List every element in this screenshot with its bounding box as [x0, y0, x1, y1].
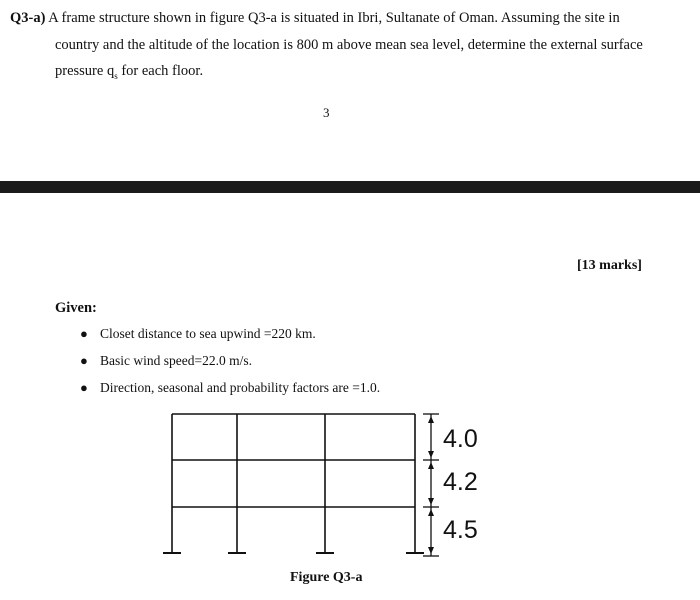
question-label: Q3-a)	[10, 10, 46, 26]
bullet-icon: ●	[80, 326, 88, 341]
bullet-icon: ●	[80, 380, 88, 395]
given-item-factors: Direction, seasonal and probability factors are =1.0.	[100, 380, 381, 395]
given-title: Given:	[55, 300, 97, 316]
question-line-2: country and the altitude of the location is 800 m above mean sea level, determine the external surface	[55, 37, 643, 53]
bullet-icon: ●	[80, 353, 88, 368]
arrowhead	[428, 498, 434, 505]
storey-height-top: 4.0	[443, 425, 478, 453]
page-number: 3	[323, 105, 330, 120]
arrowhead	[428, 547, 434, 554]
arrowhead	[428, 509, 434, 516]
question-text-3b: for each floor.	[117, 63, 204, 79]
question-text-1: A frame structure shown in figure Q3-a is situated in Ibri, Sultanate of Oman. Assuming the site in	[48, 10, 620, 26]
frame-members	[172, 414, 415, 553]
figure-caption: Figure Q3-a	[290, 570, 363, 585]
subscript-s: s	[114, 70, 118, 81]
given-item-sea-distance: Closet distance to sea upwind =220 km.	[100, 326, 316, 341]
storey-height-middle: 4.2	[443, 468, 478, 496]
arrowhead	[428, 416, 434, 423]
arrowhead	[428, 451, 434, 458]
arrowhead	[428, 462, 434, 469]
question-text-3a: pressure q	[55, 63, 115, 79]
given-item-wind-speed: Basic wind speed=22.0 m/s.	[100, 353, 252, 368]
dimension-line	[423, 414, 439, 556]
storey-height-bottom: 4.5	[443, 516, 478, 544]
marks-label: [13 marks]	[577, 258, 642, 273]
